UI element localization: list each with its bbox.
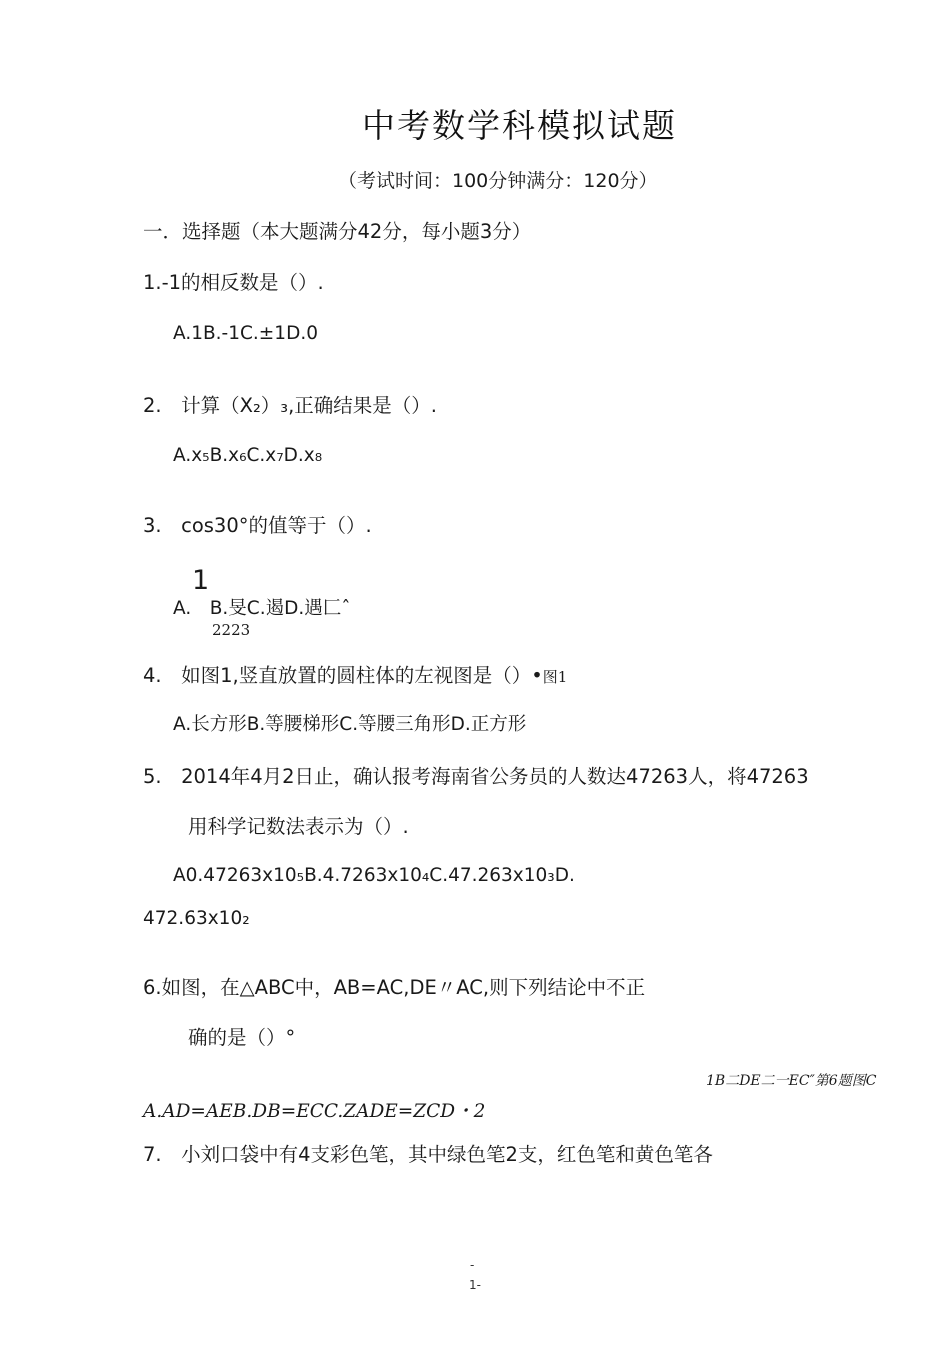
question-4-stem [143, 660, 567, 688]
question-3-stem: 3. cos30°的值等于（）. [143, 514, 372, 537]
question-5-stem-line-2: 用科学记数法表示为（）. [188, 815, 409, 838]
question-4-stem-text: 4. 如图1,竖直放置的圆柱体的左视图是（）• [143, 664, 543, 687]
question-5-options-line-2: 472.63x10₂ [143, 908, 250, 929]
question-5-options-line-1: A0.47263x10₅B.4.7263x10₄C.47.263x10₃D. [173, 865, 575, 886]
question-6-stem-line-2: 确的是（）° [188, 1026, 296, 1049]
question-4-figure-ref: 图1 [542, 668, 568, 686]
question-1-stem: 1.-1的相反数是（）. [143, 271, 324, 294]
question-4-options: A.长方形B.等腰梯形C.等腰三角形D.正方形 [173, 714, 527, 735]
question-3-fraction-numerator: 1 [192, 565, 210, 596]
question-2-options: A.x₅B.x₆C.x₇D.x₈ [173, 445, 323, 466]
exam-info: （考试时间：100分钟满分：120分） [338, 170, 658, 192]
page-title: 中考数学科模拟试题 [362, 106, 677, 145]
section-heading: 一．选择题（本大题满分42分，每小题3分） [143, 220, 532, 243]
question-6-stem-line-1: 6.如图，在△ABC中，AB=AC,DE〃AC,则下列结论中不正 [143, 976, 646, 999]
question-2-stem: 2. 计算（X₂）₃,正确结果是（）. [143, 394, 437, 417]
question-6-figure-caption: 1B二DE二一EC″第6题图C [706, 1073, 877, 1089]
question-6-options: A.AD=AEB.DB=ECC.ZADE=ZCD・2 [143, 1101, 486, 1122]
question-3-options: A. B.旻C.遏D.遇匚ˆ [173, 598, 351, 619]
question-5-stem-line-1: 5. 2014年4月2日止，确认报考海南省公务员的人数达47263人，将47263 [143, 765, 809, 788]
question-7-stem: 7. 小刘口袋中有4支彩色笔，其中绿色笔2支，红色笔和黄色笔各 [143, 1143, 713, 1166]
footer-dash: - [470, 1258, 475, 1272]
page-number: 1- [469, 1278, 481, 1292]
question-1-options: A.1B.-1C.±1D.0 [173, 323, 318, 344]
question-3-denominators: 2223 [212, 621, 251, 639]
